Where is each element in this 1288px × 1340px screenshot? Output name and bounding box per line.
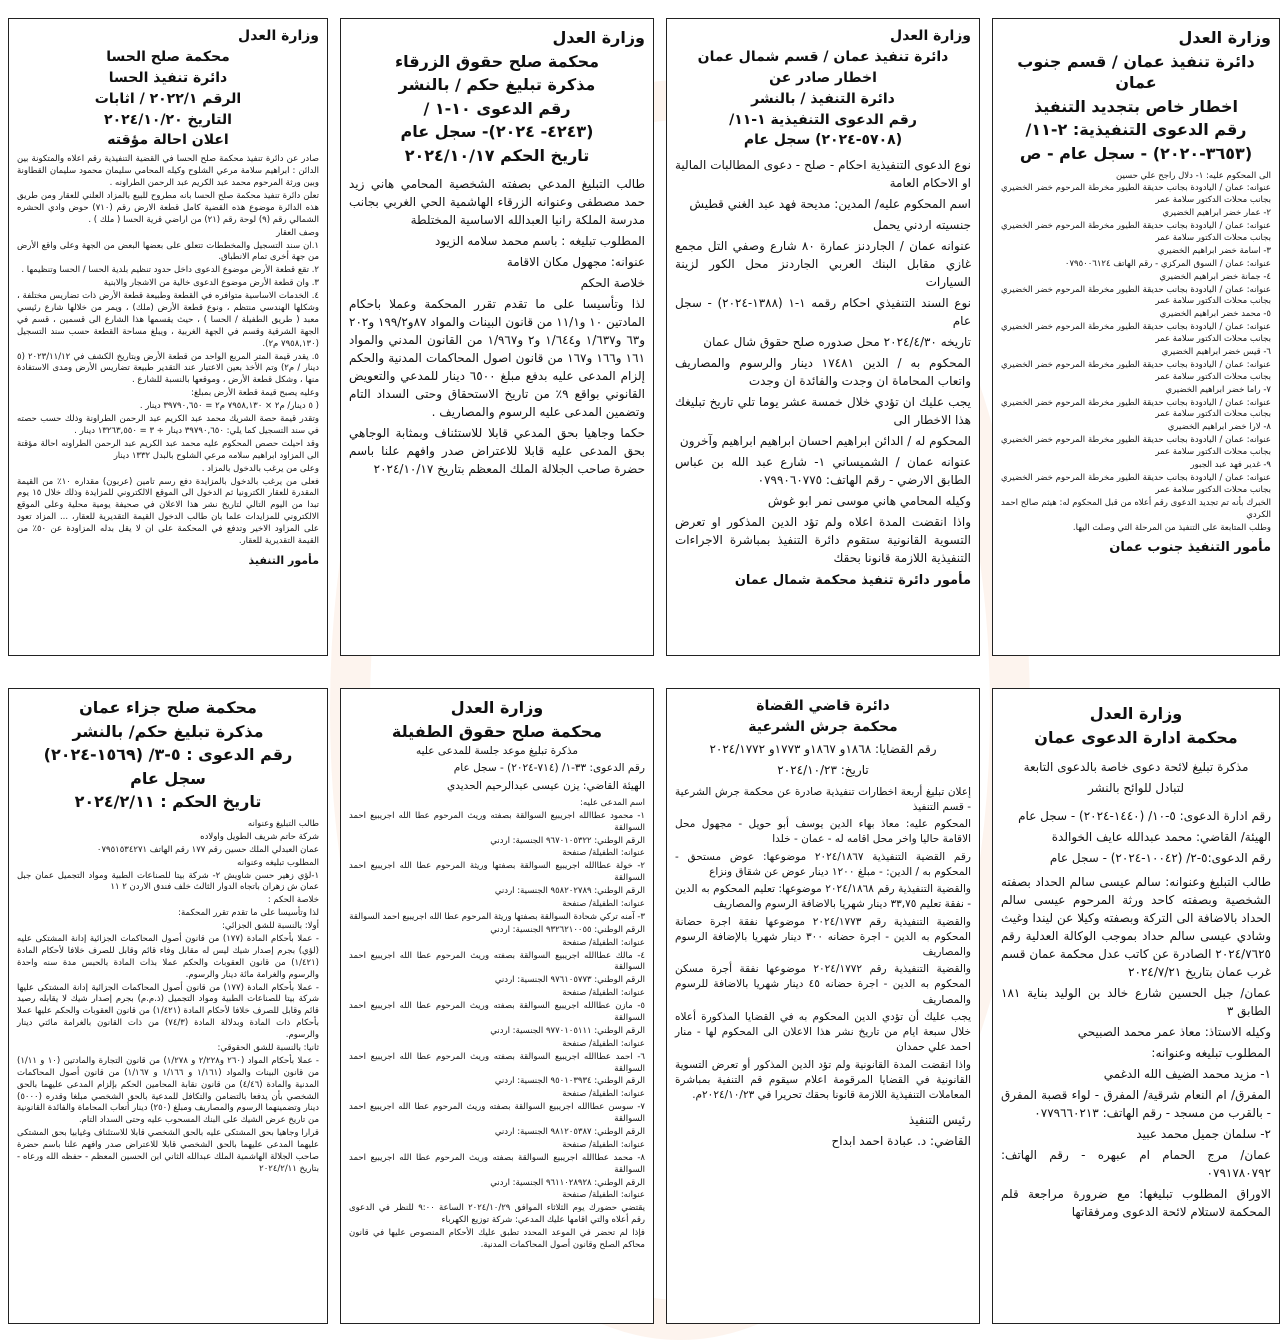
body-line: ٥- محمد خضر ابراهيم الخضيري bbox=[1159, 309, 1271, 320]
body-line: والقضية التنفيذية رقم ٢٠٢٤/١٧٧٢ موضوعها نفقة أجرة مسكن المحكوم به الدين - اجرة حضانه ٤٥ دينار شهريا بالاضافة للرسوم والمصاريف bbox=[675, 963, 971, 1006]
body-line: خلاصة الحكم : bbox=[267, 895, 319, 906]
judgment-date: تاريخ الحكم ٢٠٢٤/١٠/١٧ bbox=[404, 145, 590, 165]
notice-north-amman bbox=[666, 18, 980, 656]
case-number-2: (٣٦٥٣-٢٠٢٠) - سجل عام - ص bbox=[1019, 143, 1253, 163]
body-line: عنوانه عمان / الشميساني ١- شارع عبد الله بن عباس الطابق الارضي - رقم الهاتف: ٠٧٩٩٠٦٠٧٧٥ bbox=[675, 455, 971, 488]
body-line: المحكوم له / الدائن ابراهيم احسان ابراهيم ابراهيم وآخرون bbox=[679, 434, 971, 449]
body-line: يجب عليك أن تؤدي الدين المحكوم به في القضايا المذكورة أعلاه خلال سبعة ايام من تاريخ نشر هذا الاعلان الى المحكوم لها - منار احمد علي حمدان bbox=[675, 1010, 971, 1054]
body-line: إعلان تبليغ أربعة اخطارات تنفيذية صادرة عن محكمة جرش الشرعية - قسم التنفيذ bbox=[675, 785, 971, 813]
body-line: ٢- سلمان جميل محمد عبيد bbox=[1136, 1127, 1271, 1142]
signature: مأمور دائرة تنفيذ محكمة شمال عمان bbox=[734, 573, 971, 589]
body-line: عنوانه: الطفيلة/ صنفحة bbox=[562, 898, 645, 909]
notice-case-management-amman bbox=[992, 688, 1280, 1324]
body-line: ٩- غدير فهد عبد الجبور bbox=[1190, 460, 1271, 471]
body-line: ٢- خولة عطاالله اجريبيع السوالقة بصفتها وريثة المرحوم عطا الله اجريبيع احمد السوالقة bbox=[349, 861, 645, 884]
body-line: المطلوب تبليغه وعنوانه bbox=[237, 857, 319, 868]
body-line: ٧- سوسن عطاالله اجريبيع السوالقة بصفته وريث المرحوم عطا الله اجريبيع احمد السوالقة bbox=[349, 1102, 645, 1125]
body-line: ١.ان سند التسجيل والمخططات تتعلق على بعضها البعض من الجهة وعلى واقع الأرض من جهة أخرى تمام الانطباق. bbox=[17, 240, 319, 263]
body-line: المفرق/ ام النعام شرقية/ المفرق - لواء قصبة المفرق - بالقرب من مسجد - رقم الهاتف: ٠٧٧٩٦٦٠٢١٣ bbox=[1001, 1088, 1271, 1121]
body-line: - عملا بأحكام المادة (١٧٧) من قانون أصول المحاكمات الجزائية إدانة المشتكى عليها شركة بيتا للصناعات الطبية ومواد التجميل (ذ.م.م) بجرم إصدار شيك لا يقابله رصيد قائم وقابل للصرف خلافا لأحكام المادة (١/٤٢١) من قانون العقوبات والحكم عليها عملا بأحكام ذات المادة وبدلالة المادة (٧٤/٣) من ذات القانون بالغرامة مائتي دينار والرسوم. bbox=[17, 982, 319, 1041]
body-line: عنوانه: الطفيلة/ صنفحة bbox=[562, 1038, 645, 1049]
body-line: عنوانه: الطفيلة/ صنفحة bbox=[562, 1089, 645, 1100]
notice-subtitle: دائرة التنفيذ / بالنشر bbox=[751, 90, 895, 107]
body-line: وصف العقار bbox=[276, 227, 319, 238]
case-number: رقم الدعوى التنفيذية ١-١١/ bbox=[729, 111, 917, 128]
body-line: ٤- جمانة خضر ابراهيم الخضيري bbox=[1159, 271, 1271, 282]
body-line: نوع السند التنفيذي احكام رقمه ١-١ (١٣٨٨-٢٠٢٤) - سجل عام bbox=[675, 296, 972, 329]
body-line: - عملا بأحكام المواد (٢٦٠ و٢/٢٢٨ و ١/٢٧٨) من قانون التجارة والمادتين (١٠ و ١/١١) من قانون البينات والمواد (١/١٦١ و ١/١٦٦ و ١/١٦٧) من قانون أصول المحاكمات المدنية والمادة (٤/٤٦) من قانون نقابة المحامين الحكم بإلزام المدعى عليهما بالحق الشخصي بأن يدفعا بالتضامن والتكافل للمدعية بالحق الشخصي مبلغا وقدره (٥٠٠٠) دينار وتضمينهما الرسوم والمصاريف ومبلغ (٢٥٠) دينار أتعاب المحاماة والفائدة القانونية من تاريخ عرض الشيك على البنك المسحوب عليه وحتى السداد التام. bbox=[17, 1055, 319, 1126]
notice-body bbox=[349, 175, 645, 478]
case-number-2: (٤٢٤٣- ٢٠٢٤)- سجل عام bbox=[400, 122, 594, 142]
court-title: محكمة ادارة الدعوى عمان bbox=[1034, 727, 1238, 747]
body-line: الى المحكوم عليه: ١- دلال راجح علي حسين bbox=[1115, 170, 1271, 181]
notice-body bbox=[17, 819, 319, 1176]
body-line: لذا وتأسيسا على ما تقدم تقرر المحكمة وعملا باحكام المادتين ١٠ و١١/١ من قانون البينات والمواد ٨٧و١٩٩/٢ و٢٠٢ و٦٣ و١/٦٣٧ و١/٦٤٤ و٢ و١/٩٦٧ من القانون المدني والمواد ١٦١ و١٦٦ و١٦٧ من قانون اصول المحاكمات المدنية والحكم إلزام المدعى عليه بدفع مبلغ ٦٥٠٠ دينار للمدعي والتعويض القانوني بواقع ٩٪ من تاريخ الاستحقاق وحتى السداد التام وتضمين المدعى عليه الرسوم والمصاريف . bbox=[349, 296, 646, 419]
body-line: جنسيته اردني يحمل bbox=[873, 218, 971, 233]
body-line: ١- محمود عطاالله اجريبيع السوالقة بصفته وريث المرحوم عطا الله اجريبيع احمد السوالقة bbox=[349, 810, 645, 833]
ministry-title: وزارة العدل bbox=[238, 28, 319, 44]
case-number: رقم الدعوى التنفيذية: ٢-١١/ bbox=[1025, 120, 1247, 140]
notice-zarqa-court bbox=[340, 18, 654, 656]
body-line: والقضية التنفيذية رقم ٢٠٢٤/١٨٦٨ موضوعها: تعليم المحكوم به الدين - نفقة تعليم ٣٣,٧٥ دينار شهريا بالاضافة الرسوم والمصاريف bbox=[675, 883, 971, 911]
body-line: عنوانه: عمان / السوق المركزي - رقم الهاتف ٠٧٩٥٠٠٦١٢٤ bbox=[1064, 258, 1271, 269]
body-line: - عملا بأحكام المادة (١٧٧) من قانون أصول المحاكمات الجزائية إدانة المشتكى عليه (لؤي) بجرم إصدار شيك ليس له مقابل وفاء قائم وقابل للصرف خلافا لأحكام المادة (١/٤٢١) من قانون العقوبات والحكم عملا بذات المادة بالحبس مدة سنه واحدة والرسوم والغرامة مائة دينار والرسوم. bbox=[17, 933, 319, 980]
judge: الهيئة/ القاضي: محمد عبدالله عايف الخوالدة bbox=[1051, 830, 1271, 845]
body-line: ٦- قيس خضر ابراهيم الخضيري bbox=[1161, 347, 1271, 358]
body-line: ٧- راما خضر ابراهيم الخضيري bbox=[1165, 384, 1271, 395]
notice-title: اعلان احالة مؤقته bbox=[107, 132, 229, 149]
body-line: الرقم الوطني: ٩٦١١٠٢٨٩٢٨ الجنسية: اردني bbox=[490, 1177, 645, 1188]
body-line: الخبرك بأنه تم تجديد الدعوى رقم أعلاه من قبل المحكوم له: هيثم صالح احمد الكردي bbox=[1001, 497, 1271, 520]
body-line: يقتضي حضورك يوم الثلاثاء الموافق ٢٠٢٤/١٠/٢٩ الساعة ٩:٠٠ للنظر في الدعوى رقم أعلاه والتي اقامها عليك المدعي: شركة توزيع الكهرباء bbox=[349, 1203, 645, 1226]
notice-body bbox=[1001, 171, 1271, 535]
dept-title: دائرة تنفيذ عمان / قسم جنوب عمان bbox=[1017, 51, 1255, 93]
body-line: الرقم الوطني: ٩٥٠١٠٣٩٣٤ الجنسية: اردني bbox=[494, 1076, 645, 1087]
dept-title: دائرة تنفيذ عمان / قسم شمال عمان bbox=[697, 48, 949, 65]
notice-title: مذكرة تبليغ لائحة دعوى خاصة بالدعوى التابعة bbox=[1023, 760, 1249, 775]
notice-amman-criminal-court bbox=[8, 688, 328, 1324]
register: سجل عام bbox=[130, 768, 206, 788]
ministry-title: وزارة العدل bbox=[1178, 28, 1271, 47]
body-line: طالب التبليغ وعنوانه bbox=[247, 818, 319, 829]
body-line: الرقم الوطني: ٩٨١٢٠٥٣٨٧ الجنسية: اردني bbox=[494, 1127, 645, 1137]
court-title: محكمة صلح جزاء عمان bbox=[79, 698, 257, 717]
body-line: حكما وجاهيا بحق المدعي قابلا للاستئناف وبمثابة الوجاهي بحق المدعى عليه قابلا للاعتراض صدر وافهم علنا باسم حضرة صاحب الجلالة الملك المعظم بتاريخ ٢٠٢٤/١٠/١٧ bbox=[349, 425, 645, 476]
judgment-date: تاريخ الحكم : ٢٠٢٤/٢/١١ bbox=[74, 792, 262, 812]
body-line: وقد احيلت حصص المحكوم عليه محمد عبد الكريم عبد الرحمن الطراونه احالة مؤقتة الى المزاود ابراهيم سلامه مرعي الشلوح بالبدل ١٣٣٢ دينار bbox=[17, 438, 319, 461]
court-title: محكمة جرش الشرعية bbox=[748, 718, 898, 735]
body-line: ٨- محمد عطاالله اجريبيع السوالقة بصفته وريث المرحوم عطا الله اجريبيع احمد السوالقة bbox=[349, 1152, 645, 1175]
body-line: عنوانه: عمان / اليادودة بجانب حديقة الطيور مخرطة المرحوم خضر الخضيري بجانب محلات الدكتور سلامة عمر bbox=[1001, 435, 1271, 458]
notice-title: مذكرة تبليغ حكم/ بالنشر bbox=[72, 721, 264, 741]
body-line: ١- مزيد محمد الضيف الله الدغمي bbox=[1103, 1067, 1271, 1082]
body-line: رقم القضية التنفيذية ٢٠٢٤/١٨٦٧ موضوعها: عوض مستحق - المحكوم به / الدين: - مبلغ ١٢٠٠ دينار عوض عن شقاق ونزاع bbox=[675, 850, 971, 878]
case-number: رقم الدعوى:٥-٢/ (١٠٠٤٢-٢٠٢٤) - سجل عام bbox=[1049, 851, 1271, 866]
reference-number: الرقم ٢٠٢٢/١ / اثابات bbox=[94, 90, 242, 107]
body-line: ( ٥ دينار/ م٢ × ٧٩٥٨,١٣٠ م٢ = ٣٩٧٩٠,٦٥٠ دينار . bbox=[139, 401, 319, 412]
body-line: الرقم الوطني: ٩٦٧٠١٠٥٣٢٢ الجنسية: اردني bbox=[490, 835, 645, 846]
body-line: وعلى من يرغب بالدخول بالمزاد . bbox=[201, 463, 319, 474]
body-line: عمان/ مرج الحمام ام عبهره - رقم الهاتف: ٠٧٩١٧٨٠٧٩٢ bbox=[1001, 1148, 1271, 1181]
body-line: عنوانه: الطفيلة/ صنفحة bbox=[562, 937, 645, 948]
body-line: عنوانه: الطفيلة/ صنفحة bbox=[562, 1190, 645, 1201]
signature: مأمور التنفيذ bbox=[248, 553, 319, 567]
case-number: رقم الدعوى: ٣٣-١/ (٧١٤-٢٠٢٤) - سجل عام bbox=[453, 762, 645, 775]
notice-hasa-court bbox=[8, 18, 328, 656]
body-line: عنوانه: عمان / اليادودة بجانب حديقة الطيور مخرطة المرحوم خضر الخضيري بجانب محلات الدكتور سلامة عمر bbox=[1001, 183, 1271, 206]
body-line: خلاصة الحكم bbox=[580, 275, 645, 290]
notice-body bbox=[1001, 873, 1271, 1221]
body-line: طالب التبليغ وعنوانه: سالم عيسى سالم الحداد بصفته الشخصية وبصفته كاحد ورثة المرحوم عيسى سالم الحداد بالاضافة الى التركة وبصفته وكيلا عن ليندا وغيث وشادي عيسى سالم حداد بموجب الوكالة العدلية رقم ٢٠٢٤/٧٦٢٥ الصادرة عن كاتب عدل محكمة عمان قسم غرب عمان بتاريخ ٢٠٢٤/٧/٢١ bbox=[1001, 875, 1271, 980]
case-number: رقم الدعوى ١٠-١ / bbox=[423, 98, 571, 118]
ministry-title: وزارة العدل bbox=[890, 28, 971, 44]
notice-date: التاريخ ٢٠٢٤/١٠/٢٠ bbox=[104, 111, 232, 128]
body-line: فإذا لم تحضر في الموعد المحدد تطبق عليك الأحكام المنصوص عليها في قانون محاكم الصلح وقانون أصول المحاكمات المدنية. bbox=[349, 1228, 645, 1251]
body-line: ٦- احمد عطاالله اجريبيع السوالقة بصفته وريث المرحوم عطا الله اجريبيع احمد السوالقة bbox=[349, 1051, 645, 1074]
body-line: الرقم الوطني: ٩٧٧٠١٠٥١١١ الجنسية: اردني bbox=[490, 1025, 645, 1036]
body-line: صادر عن دائرة تنفيذ محكمة صلح الحسا في القضية التنفيذية رقم اعلاه والمتكونة بين الدائن : ابراهيم سلامة مرعي الشلوح وكيله المحامي سليمان محمود سليمان القطاونة وبين ورثة المرحوم محمد عبد الكريم عبد الرحمن الطراونه . bbox=[17, 154, 319, 189]
body-line: عمان العبدلي الملك حسين رقم ١٧٧ رقم الهاتف ٠٧٩٥١٥٣٤٢٧١ bbox=[96, 844, 319, 855]
body-line: عمان/ جبل الحسين شارع خالد بن الوليد بناية ١٨١ الطابق ٣ bbox=[1001, 986, 1271, 1019]
body-line: والقضية التنفيذية رقم ٢٠٢٤/١٧٧٣ موضوعها نفقة اجرة حضانة المحكوم به الدين - اجرة حضانه ٣٠٠ دينار شهريا بالإضافة الرسوم والمصاريف bbox=[675, 915, 971, 958]
body-line: وعليه يصبح قيمة قطعة الأرض بمبلغ: bbox=[191, 388, 319, 399]
body-line: الرقم الوطني: ٩٧٦١٠٥٧٧٣ الجنسية: اردني bbox=[494, 975, 645, 986]
body-line: اسم المدعى عليه: bbox=[580, 797, 645, 808]
body-line: عنوانه: عمان / اليادودة بجانب حديقة الطيور مخرطة المرحوم خضر الخضيري بجانب محلات الدكتور سلامة عمر bbox=[1001, 322, 1271, 345]
dept-title: دائرة قاضي القضاة bbox=[756, 698, 890, 714]
notice-title: اخطار خاص بتجديد التنفيذ bbox=[1034, 96, 1238, 116]
notice-jerash-sharia bbox=[666, 688, 980, 1324]
notice-body bbox=[675, 156, 971, 567]
body-line: ٣. وان قطعة الأرض موضوع الدعوى خالية من الاشجار والابنية bbox=[103, 278, 319, 289]
body-line: ٥. يقدر قيمة المتر المربع الواحد من قطعة الأرض وبتاريخ الكشف في ٢٠٢٣/١١/١٢ (٥ دينار / م٢) وتم الأخذ بعين الاعتبار عند التقدير طبيعة تضاريس الأرض ومدى الاستفادة منها ، وشكل قطعة الأرض ، وموقعها بالنسبة للشارع . bbox=[17, 351, 319, 386]
notice-subtitle: لتبادل للوائح بالنشر bbox=[1087, 781, 1185, 796]
body-line: ١-لؤي زهير حسن شاويش ٢- شركة بيتا للصناعات الطبية ومواد التجميل عمان جبل عمان ش زهران باتجاه الدوار الثالث خلف فندق الاردن ٢ ١١ bbox=[17, 870, 320, 893]
ministry-title: وزارة العدل bbox=[450, 698, 544, 717]
body-line: عنوانه: عمان / اليادودة بجانب حديقة الطيور مخرطة المرحوم خضر الخضيري بجانب محلات الدكتور سلامة عمر bbox=[1001, 221, 1271, 244]
body-line: نوع الدعوى التنفيذية احكام - صلح - دعوى المطالبات المالية او الاحكام العامة bbox=[675, 158, 971, 191]
body-line: عنوانه عمان / الجاردنز عمارة ٨٠ شارع وصفي التل مجمع غازي مقابل البنك العربي الجاردنز محل الكور لزينة السيارات bbox=[675, 239, 971, 290]
body-line: ٥- مازن عطاالله اجريبيع السوالقة بصفته وريث المرحوم عطا الله اجريبيع احمد السوالقة bbox=[349, 1001, 645, 1023]
judge: الهيئة القاضي: يزن عيسى عبدالرحيم الحديدي bbox=[447, 779, 645, 792]
body-line: عنوانه: عمان / اليادودة بجانب حديقة الطيور مخرطة المرحوم خضر الخضيري بجانب محلات الدكتور سلامة عمر bbox=[1001, 359, 1271, 382]
body-line: ٤- مالك عطاالله اجريبيع السوالقة بصفته وريث المرحوم عطا الله اجريبيع احمد السوالقة bbox=[349, 950, 645, 973]
body-line: عنوانه: عمان / اليادودة بجانب حديقة الطيور مخرطة المرحوم خضر الخضيري بجانب محلات الدكتور سلامة عمر bbox=[1001, 397, 1271, 420]
body-line: قرارا وجاهيا بحق المشتكى عليه بالحق الشخصي قابلا للاستئناف وغيابيا بحق المشتكى عليهما المدعى عليهما بالحق الشخصي قابلا للاعتراض صدر وافهم علنا باسم حضرة صاحب الجلالة الهاشمية الملك عبدالله الثاني ابن الحسين المعظم - حفظه الله ورعاه - بتاريخ ٢٠٢٤/٢/١١ bbox=[17, 1128, 319, 1174]
body-line: تعلن دائرة تنفيذ محكمة صلح الحسا بانه مطروح للبيع بالمزاد العلني للعقار ومن طريق هذه الدائرة موضوع هذه القضية كامل قطعة الارض رقم (٧١٠) حوض وادي الحشره الشمالي رقم (٩) لوحة رقم (٢١) من اراضي قرية الحسا ( ملك ) . bbox=[17, 191, 319, 225]
body-line: وكيله المحامي هاني موسى نمر ابو غوش bbox=[767, 494, 971, 509]
body-line: المطلوب تبليغه : باسم محمد سلامه الزيود bbox=[435, 233, 645, 248]
body-line: واذا انقضت المدة اعلاه ولم تؤد الدين المذكور او تعرض التسوية القانونية ستقوم دائرة التنفيذ بمباشرة الاجراءات التنفيذية اللازمة قانونا بحقك bbox=[675, 515, 971, 566]
court-title: محكمة صلح حقوق الزرقاء bbox=[394, 51, 600, 71]
body-line: عنوانه: الطفيلة/ صنفحة bbox=[562, 988, 645, 999]
body-line: عنوانه: الطفيلة/ صنفحة bbox=[562, 1139, 645, 1150]
body-line: ٢. تقع قطعة الأرض موضوع الدعوى داخل حدود تنظيم بلدية الحسا / الحسا وتنظيمها . bbox=[21, 265, 319, 276]
notice-tafila-court bbox=[340, 688, 654, 1324]
body-line: يجب عليك ان تؤدي خلال خمسة عشر يوما تلي تاريخ تبليغك هذا الاخطار الى bbox=[675, 395, 971, 428]
body-line: وتقدر قيمة حصة الشريك محمد عبد الكريم عبد الرحمن الطراونة وذلك حسب حصته في سند التسجيل كما يلي: ٣٩٧٩٠,٦٥٠ دينار ÷ ٣ = ١٣٢٦٣,٥٥٠ دينار . bbox=[17, 414, 319, 436]
body-line: عنوانه: عمان / اليادودة بجانب حديقة الطيور مخرطة المرحوم خضر الخضيري بجانب محلات الدكتور سلامة عمر bbox=[1001, 472, 1271, 495]
notice-title: مذكرة تبليغ موعد جلسة للمدعى عليه bbox=[415, 745, 579, 758]
body-line: أولا: بالنسبة للشق الجزائي: bbox=[222, 921, 319, 932]
body-line: المحكوم به / الدين ١٧٤٨١ دينار والرسوم والمصاريف واتعاب المحاماة ان وجدت والفائدة ان وجدت bbox=[675, 356, 971, 389]
body-line: ٤. الخدمات الاساسية متوافره في القطعة وطبيعة قطعة الأرض ذات تضاريس مختلفة ، وشكلها الهندسي منتظم ، ونوع قطعة الأرض (ملك) ، ويمر من خلالها شارع رئيسي معبد ( طريق الطفيلة / الحسا ) ، حيث يقسمها هذا الشارع الى قسمين ، قسم في الجهة الشرقية وقسم في الجهة الغربية ، ويبلغ مساحة القطعة حسب سند التسجيل (٧٩٥٨,١٣٠ م٢). bbox=[17, 291, 319, 349]
body-line: الاوراق المطلوب تبليغها: مع ضرورة مراجعة قلم المحكمة لاستلام لائحة الدعوى ومرفقاتها bbox=[1001, 1187, 1271, 1220]
body-line: ٢- عمار خضر ابراهيم الخضيري bbox=[1162, 208, 1271, 219]
body-line: ثانيا: بالنسبة للشق الحقوقي: bbox=[217, 1043, 319, 1053]
case-management-number: رقم ادارة الدعوى: ٥-١٠/ (١٤٤٠-٢٠٢٤) - سجل عام bbox=[1018, 809, 1271, 824]
signature: مأمور التنفيذ جنوب عمان bbox=[1109, 540, 1271, 556]
judge-signature: القاضي: د. عبادة احمد ابداح bbox=[831, 1134, 971, 1149]
notice-title: مذكرة تبليغ حكم / بالنشر bbox=[398, 75, 596, 95]
notice-date: تاريخ: ٢٠٢٤/١٠/٢٣ bbox=[777, 762, 869, 777]
execution-head: رئيس التنفيذ bbox=[908, 1113, 971, 1128]
body-line: عنوانه: الطفيلة/ صنفحة bbox=[562, 848, 645, 859]
ministry-title: وزارة العدل bbox=[552, 28, 645, 47]
body-line: واذا انقضت المدة القانونية ولم تؤد الدين المذكور أو تعرض التسوية القانونية في القضايا المرقومة اعلام سيقوم قم التنفية بمباشرة المعاملات التنفيذية اللازمة قانونا بحقك تحريرا في ٢٠٢٤/١٠/٢٣م. bbox=[675, 1058, 971, 1101]
body-line: وكيله الاستاذ: معاذ عمر محمد الصبيحي bbox=[1077, 1025, 1271, 1040]
case-numbers: رقم القضايا: ١٨٦٨و ١٨٦٧و ١٧٧٣و ٢٠٢٤/١٧٧٢ bbox=[709, 741, 937, 756]
notice-body bbox=[349, 798, 645, 1252]
body-line: وطلب المتابعة على التنفيذ من المرحلة التي وصلت اليها. bbox=[1072, 522, 1271, 533]
body-line: المحكوم عليه: معاذ بهاء الدين يوسف أبو حويل - مجهول محل الاقامة حاليا واخر محل اقامه له - عمان - خلدا bbox=[675, 818, 971, 846]
body-line: الرقم الوطني: ٩٣٢٦٢١٠٠٥٥ الجنسية: اردني bbox=[490, 924, 645, 935]
body-line: عنوانه: عمان / اليادودة بجانب حديقة الطيور مخرطة المرحوم خضر الخضيري بجانب محلات الدكتور سلامة عمر bbox=[1001, 284, 1271, 307]
dept-title: دائرة تنفيذ الحسا bbox=[108, 69, 228, 86]
notice-title: اخطار صادر عن bbox=[769, 69, 877, 86]
notice-body bbox=[17, 154, 319, 548]
body-line: اسم المحكوم عليه/ المدين: مديحة فهد عبد الغني قطيش bbox=[689, 197, 971, 212]
case-number: رقم الدعوى : ٥-٣/ (١٥٦٩-٢٠٢٤) bbox=[43, 745, 293, 765]
ministry-title: وزارة العدل bbox=[1089, 704, 1183, 723]
body-line: لذا وتأسيسا على ما تقدم تقرر المحكمة: bbox=[178, 908, 319, 919]
body-line: فعلى من يرغب بالدخول بالمزايدة دفع رسم تامين (عربون) مقداره ١٠٪ من القيمة المقدرة للعقار الكترونيا ثم الدخول الى الموقع الالكتروني للمزايدة وذلك خلال ١٥ يوم تبدا من اليوم التالي لتاريخ نشر هذا الاعلان في صحيفة يومية محلية وعلى الموقع الالكتروني للمزايدات علما بان طالب الدخول القيمة التقديرية للعقار، ... المزاد تعود على المزاود الاخير وتدفع في المحكمة على ان لا يقل بدله المزاودة عن ٥٠٪ من القيمة التقديرية للعقار. bbox=[17, 476, 320, 546]
case-number-2: (٥٧٠٨-٢٠٢٤) سجل عام bbox=[743, 132, 903, 149]
body-line: ٣- آمنه تركي شحادة السوالقة بصفتها وريثة المرحوم عطا الله اجريبيع احمد السوالقة bbox=[349, 911, 645, 922]
body-line: تاريخه ٢٠٢٤/٤/٣٠ محل صدوره صلح حقوق شال عمان bbox=[703, 335, 971, 350]
court-title: محكمة صلح حقوق الطفيلة bbox=[391, 721, 603, 741]
notice-body bbox=[675, 785, 971, 1103]
body-line: طالب التبليغ المدعي بصفته الشخصية المحامي هاني زيد حمد مصطفى وعنوانه الزرقاء الهاشمية الحي الغربي بجانب مدرسة الملكة رانيا العبدالله الاساسية المختلطة bbox=[349, 176, 645, 227]
body-line: عنوانه: مجهول مكان الاقامة bbox=[506, 254, 645, 269]
body-line: الرقم الوطني: ٩٥٨٢٠٢٧٨٩ الجنسية: اردني bbox=[494, 886, 645, 897]
court-title: محكمة صلح الحسا bbox=[106, 48, 230, 65]
notice-south-amman bbox=[992, 18, 1280, 656]
body-line: ٨- لارا خضر ابراهيم الخضيري bbox=[1167, 422, 1271, 433]
body-line: ٣- اسامة خضر ابراهيم الخضيري bbox=[1157, 245, 1271, 256]
body-line: المطلوب تبليغه وعنوانه: bbox=[1151, 1046, 1271, 1061]
body-line: شركة حاتم شريف الطويل واولاده bbox=[200, 831, 319, 842]
